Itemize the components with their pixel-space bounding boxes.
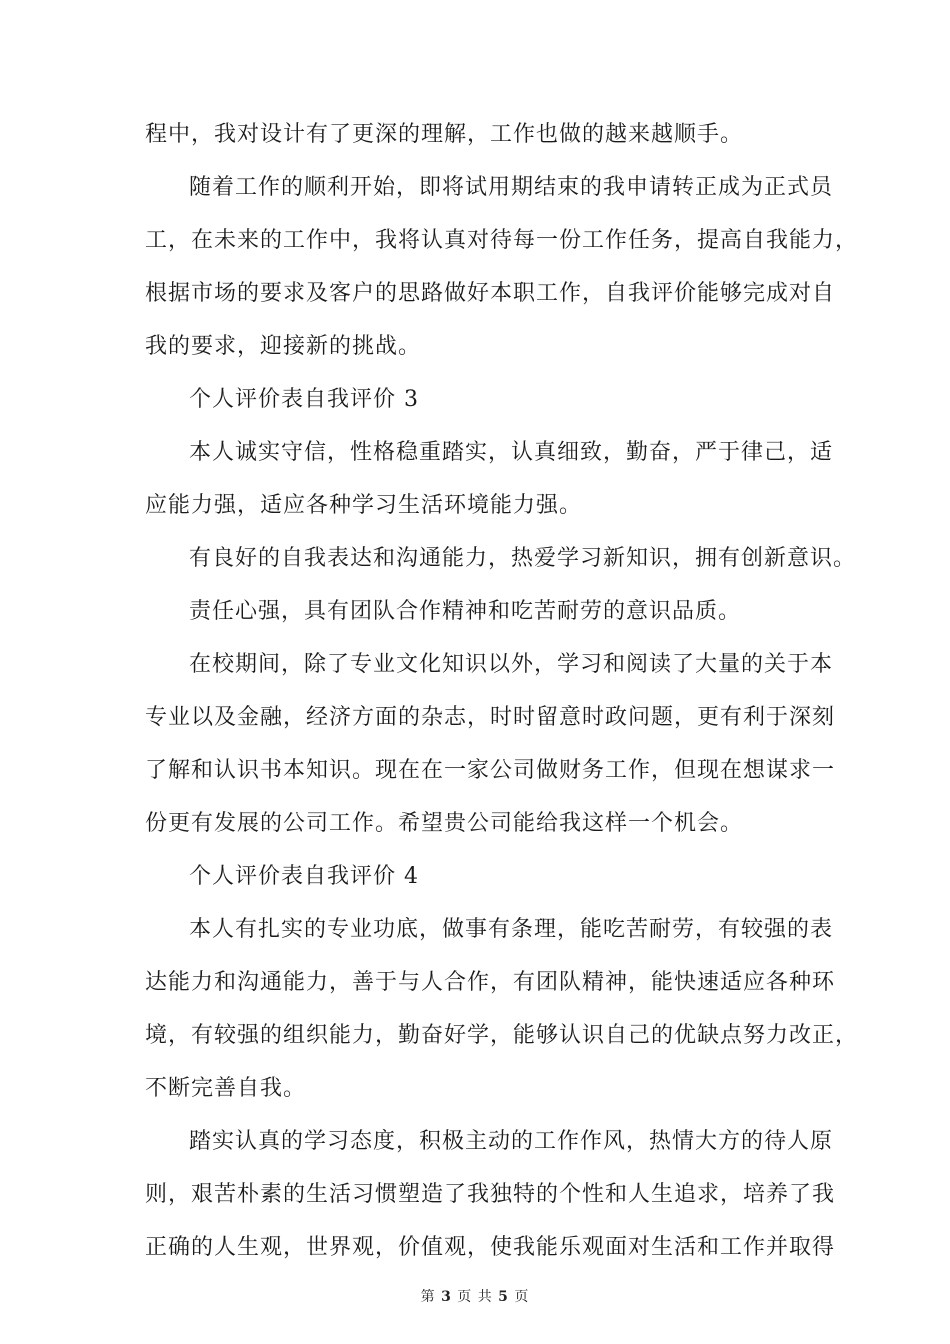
text-line: 正确的人生观，世界观，价值观，使我能乐观面对生活和工作并取得 (145, 1235, 836, 1260)
footer-middle: 页 共 (457, 1289, 493, 1305)
text-line: 达能力和沟通能力，善于与人合作，有团队精神，能快速适应各种环 (145, 970, 836, 995)
text-line: 了解和认识书本知识。现在在一家公司做财务工作，但现在想谋求一 (145, 758, 836, 783)
section-heading: 个人评价表自我评价 4 (189, 864, 419, 889)
footer-prefix: 第 (420, 1289, 436, 1305)
text-line: 工，在未来的工作中，我将认真对待每一份工作任务，提高自我能力， (145, 228, 859, 253)
text-line: 根据市场的要求及客户的思路做好本职工作，自我评价能够完成对自 (145, 281, 836, 306)
text-line: 份更有发展的公司工作。希望贵公司能给我这样一个机会。 (145, 811, 744, 836)
text-line: 不断完善自我。 (145, 1076, 307, 1101)
text-line: 责任心强，具有团队合作精神和吃苦耐劳的意识品质。 (189, 599, 742, 624)
text-line: 随着工作的顺利开始，即将试用期结束的我申请转正成为正式员 (189, 175, 834, 200)
text-line: 则，艰苦朴素的生活习惯塑造了我独特的个性和人生追求，培养了我 (145, 1182, 836, 1207)
text-line: 在校期间，除了专业文化知识以外，学习和阅读了大量的关于本 (189, 652, 834, 677)
text-line: 本人诚实守信，性格稳重踏实，认真细致，勤奋，严于律己，适 (189, 440, 834, 465)
text-line: 我的要求，迎接新的挑战。 (145, 334, 422, 359)
text-line: 应能力强，适应各种学习生活环境能力强。 (145, 493, 583, 518)
footer-suffix: 页 (514, 1289, 530, 1305)
page-footer (0, 1286, 950, 1306)
text-line: 本人有扎实的专业功底，做事有条理，能吃苦耐劳，有较强的表 (189, 917, 834, 942)
text-line: 有良好的自我表达和沟通能力，热爱学习新知识，拥有创新意识。 (189, 546, 857, 571)
section-heading: 个人评价表自我评价 3 (189, 387, 419, 412)
text-line: 境，有较强的组织能力，勤奋好学，能够认识自己的优缺点努力改正， (145, 1023, 859, 1048)
text-line: 程中，我对设计有了更深的理解，工作也做的越来越顺手。 (145, 122, 744, 147)
footer-current-page: 3 (441, 1289, 452, 1305)
footer-total-pages: 5 (498, 1289, 509, 1305)
text-line: 专业以及金融，经济方面的杂志，时时留意时政问题，更有利于深刻 (145, 705, 836, 730)
text-line: 踏实认真的学习态度，积极主动的工作作风，热情大方的待人原 (189, 1129, 834, 1154)
